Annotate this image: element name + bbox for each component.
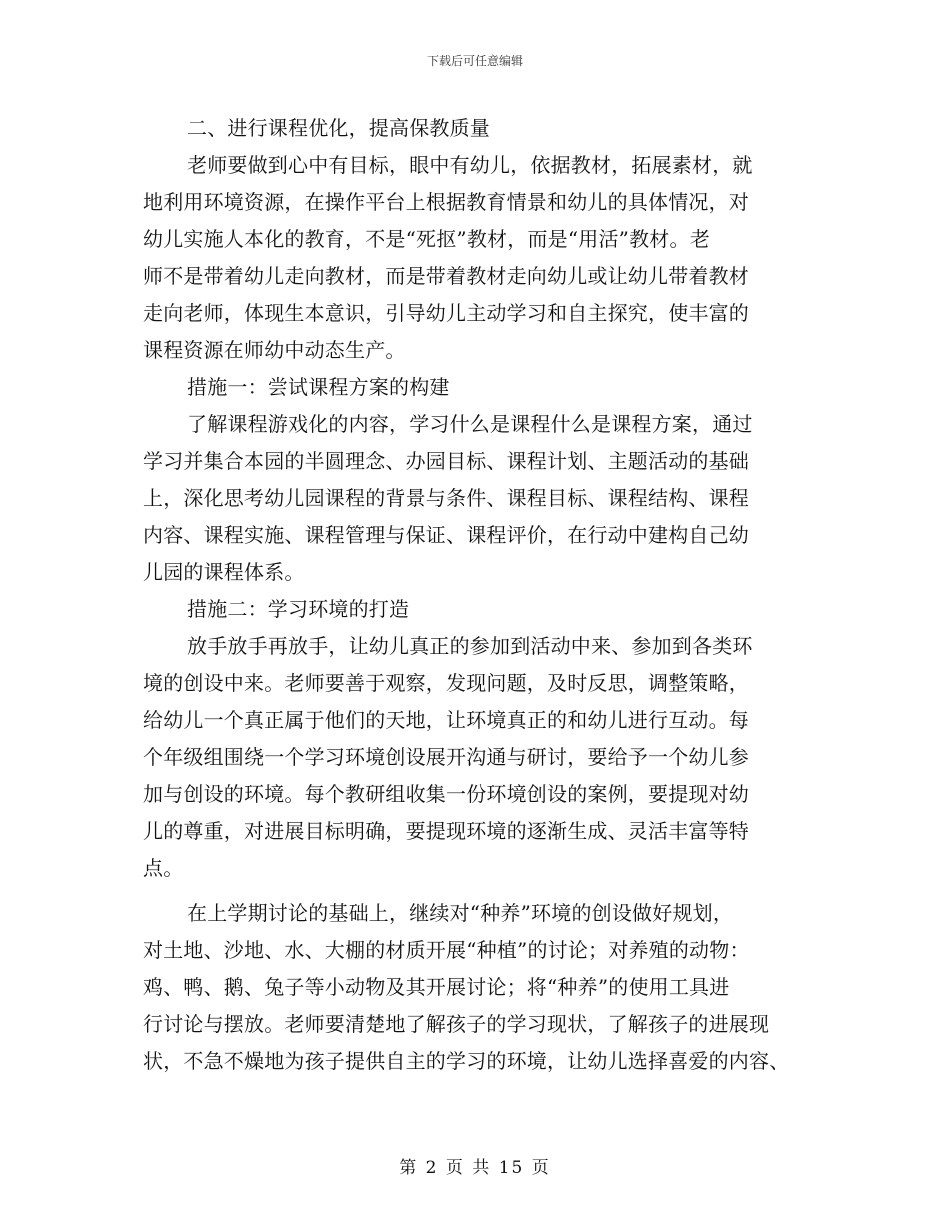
- text-line: 儿的尊重，对进展目标明确，要提现环境的逐渐生成、灵活丰富等特: [143, 819, 749, 843]
- document-body: [143, 110, 833, 1080]
- text-line: 鸡、鸭、鹅、兔子等小动物及其开展讨论；将“种养”的使用工具进: [143, 975, 730, 999]
- text-line: 点。: [143, 856, 184, 880]
- text-line: 放手放手再放手，让幼儿真正的参加到活动中来、参加到各类环: [187, 634, 753, 658]
- text-line: 二、进行课程优化，提高保教质量: [187, 116, 490, 140]
- header-note: 下载后可任意编辑: [426, 54, 523, 68]
- text-line: 上，深化思考幼儿园课程的背景与条件、课程目标、课程结构、课程: [143, 486, 749, 510]
- text-line: 行讨论与摆放。老师要清楚地了解孩子的学习现状，了解孩子的进展现: [143, 1012, 770, 1036]
- paragraph-gap: [143, 887, 833, 895]
- text-line: 措施一：尝试课程方案的构建: [187, 375, 450, 399]
- text-line: 个年级组围绕一个学习环境创设展开沟通与研讨，要给予一个幼儿参: [143, 745, 749, 769]
- text-line: 了解课程游戏化的内容，学习什么是课程什么是课程方案，通过: [187, 412, 753, 436]
- text-line: 学习并集合本园的半圆理念、办园目标、课程计划、主题活动的基础: [143, 449, 749, 473]
- text-line: 在上学期讨论的基础上，继续对“种养”环境的创设做好规划，: [187, 901, 734, 925]
- text-line: 状，不急不燥地为孩子提供自主的学习的环境，让幼儿选择喜爱的内容、: [143, 1049, 790, 1073]
- page-number: 第 2 页 共 15 页: [399, 1158, 551, 1178]
- text-line: 儿园的课程体系。: [143, 560, 305, 584]
- text-line: 走向老师，体现生本意识，引导幼儿主动学习和自主探究，使丰富的: [143, 301, 749, 325]
- text-line: 课程资源在师幼中动态生产。: [143, 338, 406, 362]
- text-line: 内容、课程实施、课程管理与保证、课程评价，在行动中建构自己幼: [143, 523, 749, 547]
- text-line: 对土地、沙地、水、大棚的材质开展“种植”的讨论；对养殖的动物：: [143, 938, 750, 962]
- text-line: 地利用环境资源，在操作平台上根据教育情景和幼儿的具体情况，对: [143, 190, 749, 214]
- text-line: 措施二：学习环境的打造: [187, 597, 410, 621]
- text-line: 幼儿实施人本化的教育，不是“死抠”教材，而是“用活”教材。老: [143, 227, 710, 251]
- text-line: 境的创设中来。老师要善于观察，发现问题，及时反思，调整策略，: [143, 671, 749, 695]
- text-line: 加与创设的环境。每个教研组收集一份环境创设的案例，要提现对幼: [143, 782, 749, 806]
- text-line: 师不是带着幼儿走向教材，而是带着教材走向幼儿或让幼儿带着教材: [143, 264, 749, 288]
- text-line: 给幼儿一个真正属于他们的天地，让环境真正的和幼儿进行互动。每: [143, 708, 749, 732]
- text-line: 老师要做到心中有目标，眼中有幼儿，依据教材，拓展素材，就: [187, 153, 753, 177]
